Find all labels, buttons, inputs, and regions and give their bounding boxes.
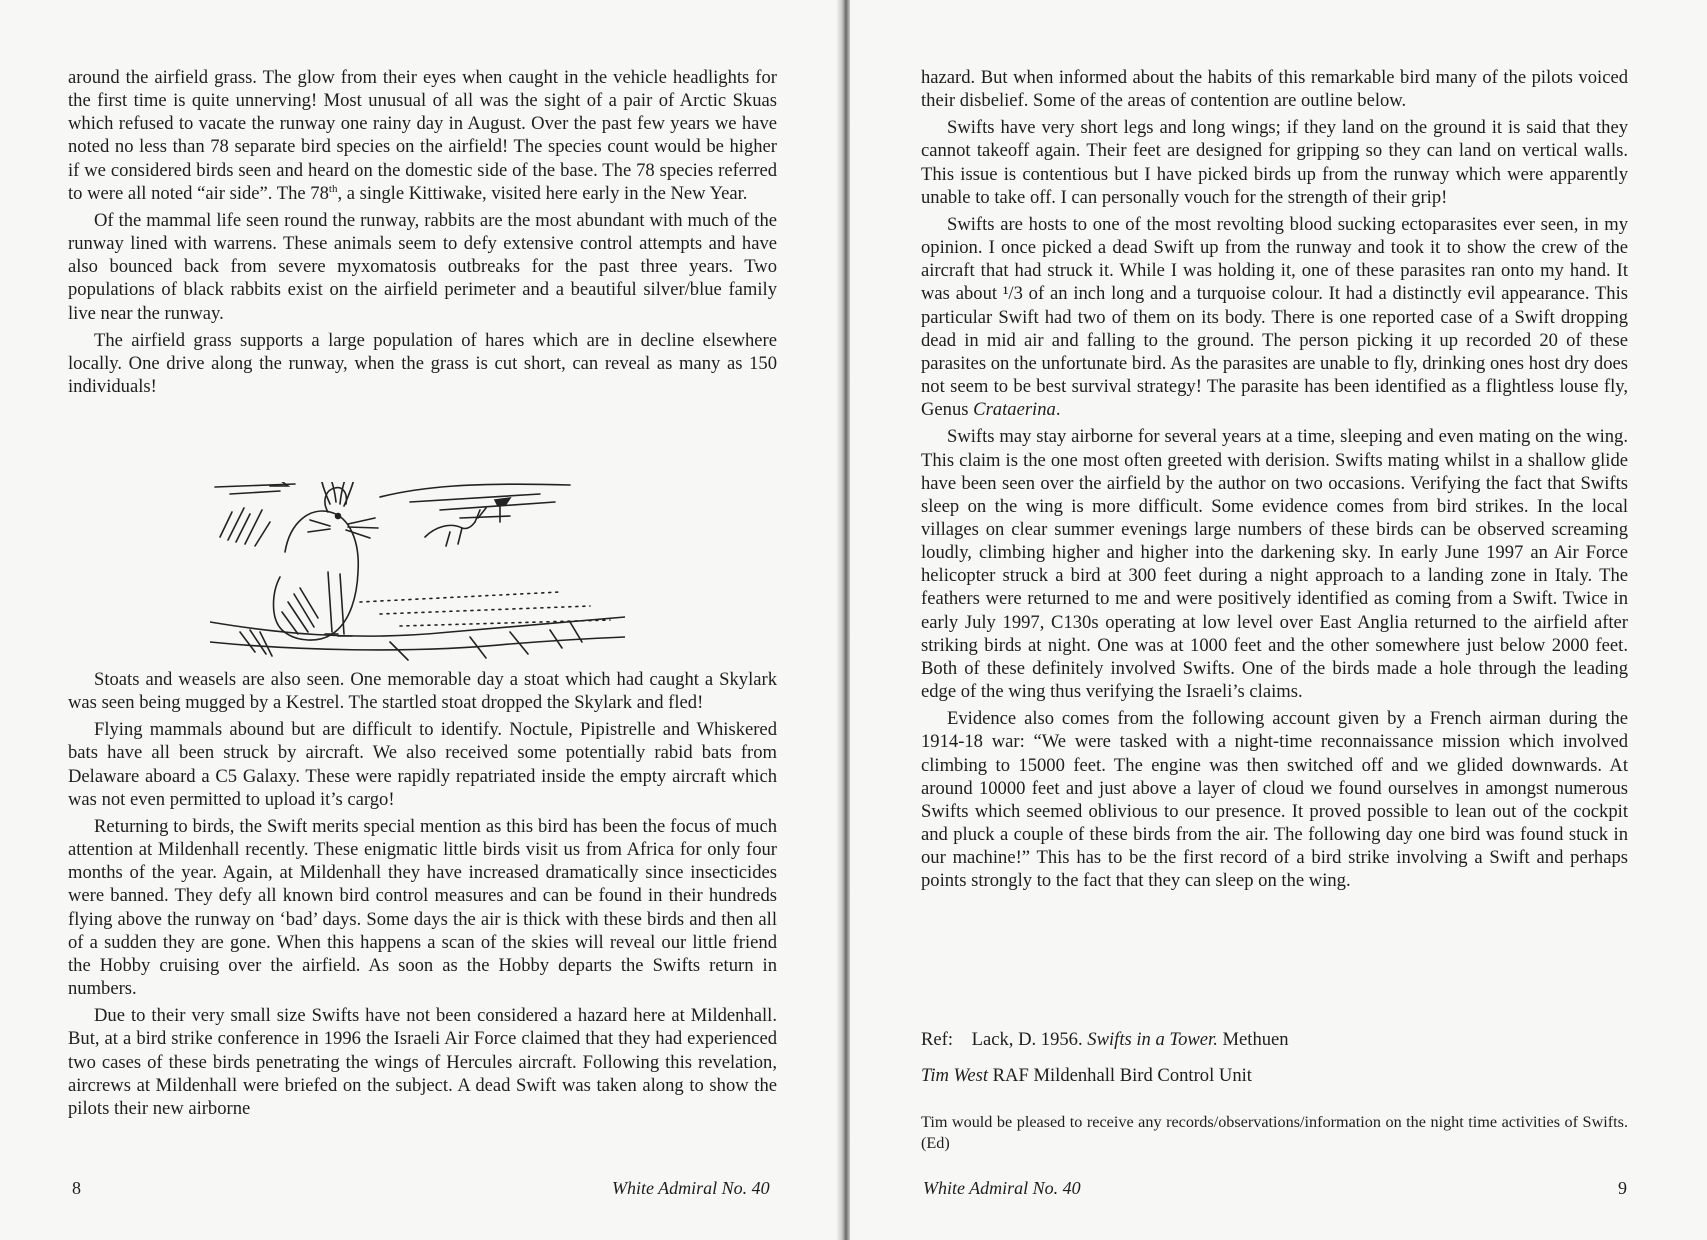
- paragraph: Flying mammals abound but are difficult to identify. Noctule, Pipistrelle and Whiskered bats have all been struck by aircraft. We also received some potentially rabid bats from Delaware aboard a C5 Galaxy. These were rapidly repatriated inside the empty aircraft which was not even permitted to upload it’s cargo!: [68, 719, 777, 810]
- author-credit: Tim West RAF Mildenhall Bird Control Unit: [921, 1065, 1252, 1086]
- paragraph: Swifts are hosts to one of the most revolting blood sucking ectoparasites ever seen, in my opinion. I once picked a dead Swift up from the runway and took it to show the crew of the aircraft that had struck it. While I was holding it, one of these parasites ran onto my hand. It was about ¹/3 of an inch long and a turquoise colour. It had a distinctly evil appearance. This particular Swift had two of them on its body. There is one reported case of a Swift dropping dead in mid air and falling to the ground. The person picking it up recorded 20 of these parasites on the unfortunate bird. As the parasites are unable to fly, drinking ones host dry does not seem to be best survival strategy! The parasite has been identified as a flightless louse fly, Genus Crataerina.: [921, 213, 1628, 421]
- paragraph: The airfield grass supports a large population of hares which are in decline elsewhere locally. One drive along the runway, when the grass is cut short, can reveal as many as 150 individuals!: [68, 329, 777, 398]
- paragraph: Returning to birds, the Swift merits special mention as this bird has been the focus of much attention at Mildenhall recently. These enigmatic little birds visit us from Africa for only four months of the year. Again, at Mildenhall they have increased dramatically since insecticides were banned. They defy all known bird control measures and can be found in their hundreds flying above the runway on ‘bad’ days. Some days the air is thick with these birds and then all of a sudden they are gone. When this happens a scan of the skies will reveal our little friend the Hobby cruising over the airfield. As soon as the Hobby departs the Swifts return in numbers.: [68, 815, 777, 1000]
- page-number: 9: [1618, 1178, 1627, 1198]
- running-footer: White Admiral No. 40: [923, 1178, 1081, 1198]
- left-page: [0, 0, 842, 1240]
- left-text-bottom: [68, 668, 777, 1120]
- running-footer: White Admiral No. 40: [612, 1178, 770, 1198]
- reference: Ref: Lack, D. 1956. Swifts in a Tower. Methuen: [921, 1029, 1289, 1050]
- paragraph: hazard. But when informed about the habits of this remarkable bird many of the pilots voiced their disbelief. Some of the areas of contention are outline below.: [921, 67, 1628, 112]
- right-text: [921, 66, 1628, 892]
- paragraph: Stoats and weasels are also seen. One memorable day a stoat which had caught a Skylark was seen being mugged by a Kestrel. The startled stoat dropped the Skylark and fled!: [68, 669, 777, 714]
- paragraph: around the airfield grass. The glow from their eyes when caught in the vehicle headlights for the first time is quite unnerving! Most unusual of all was the sight of a pair of Arctic Skuas which refused to vacate the runway one rainy day in August. Over the past few years we have noted no less than 78 separate bird species on the airfield! The species count would be higher if we considered birds seen and heard on the domestic side of the base. The 78 species referred to were all noted “air side”. The 78th, a single Kittiwake, visited here early in the New Year.: [68, 67, 777, 204]
- paragraph: Evidence also comes from the following account given by a French airman during the 1914-18 war: “We were tasked with a night-time reconnaissance mission which involved climbing to 15000 feet. The engine was then switched off and we glided downwards. At around 10000 feet and just above a layer of cloud we found ourselves in amongst numerous Swifts which seemed oblivious to our presence. It proved possible to lean out of the cockpit and pluck a couple of these birds from the air. The following day one bird was found stuck in our machine!” This has to be the first record of a bird strike involving a Swift and perhaps points strongly to the fact that they can sleep on the wing.: [921, 708, 1628, 892]
- paragraph: Of the mammal life seen round the runway, rabbits are the most abundant with much of the runway lined with warrens. These animals seem to defy extensive control attempts and have also bounced back from severe myxomatosis outbreaks for the past three years. Two populations of black rabbits exist on the airfield perimeter and a beautiful silver/blue family live near the runway.: [68, 209, 777, 324]
- paragraph: Due to their very small size Swifts have not been considered a hazard here at Mildenhall. But, at a bird strike conference in 1996 the Israeli Air Force claimed that they had experienced two cases of these birds penetrating the wings of Hercules aircraft. Following this revelation, aircrews at Mildenhall were briefed on the subject. A dead Swift was taken along to show the pilots their new airborne: [68, 1005, 777, 1119]
- right-page: [850, 0, 1707, 1240]
- page-number: 8: [72, 1178, 81, 1198]
- hare-illustration: [210, 482, 625, 664]
- paragraph: Swifts may stay airborne for several years at a time, sleeping and even mating on the wing. This claim is the one most often greeted with derision. Swifts mating whilst in a shallow glide have been seen over the airfield by the author on two occasions. Verifying the fact that Swifts sleep on the wing is more difficult. Some evidence comes from bird strikes. In the local villages on clear summer evenings large numbers of these birds can be observed screaming loudly, climbing higher and higher into the darkening sky. In early June 1997 an Air Force helicopter struck a bird at 300 feet during a night approach to a landing zone in Italy. The feathers were returned to me and were positively identified as coming from a Swift. Twice in early July 1997, C130s operating at low level over East Anglia returned to the airfield after striking birds at night. One was at 1000 feet and the other somewhere just below 2000 feet. Both of these definitely involved Swifts. One of the birds made a hole through the leading edge of the wing thus verifying the Israeli’s claims.: [921, 426, 1628, 703]
- editor-note: Tim would be pleased to receive any records/observations/information on the night time activities of Swifts. (Ed): [921, 1113, 1628, 1152]
- paragraph: Swifts have very short legs and long wings; if they land on the ground it is said that they cannot takeoff again. Their feet are designed for gripping so they can land on vertical walls. This issue is contentious but I have picked birds up from the runway which were apparently unable to take off. I can personally vouch for the strength of their grip!: [921, 117, 1628, 208]
- left-text-top: [68, 66, 777, 398]
